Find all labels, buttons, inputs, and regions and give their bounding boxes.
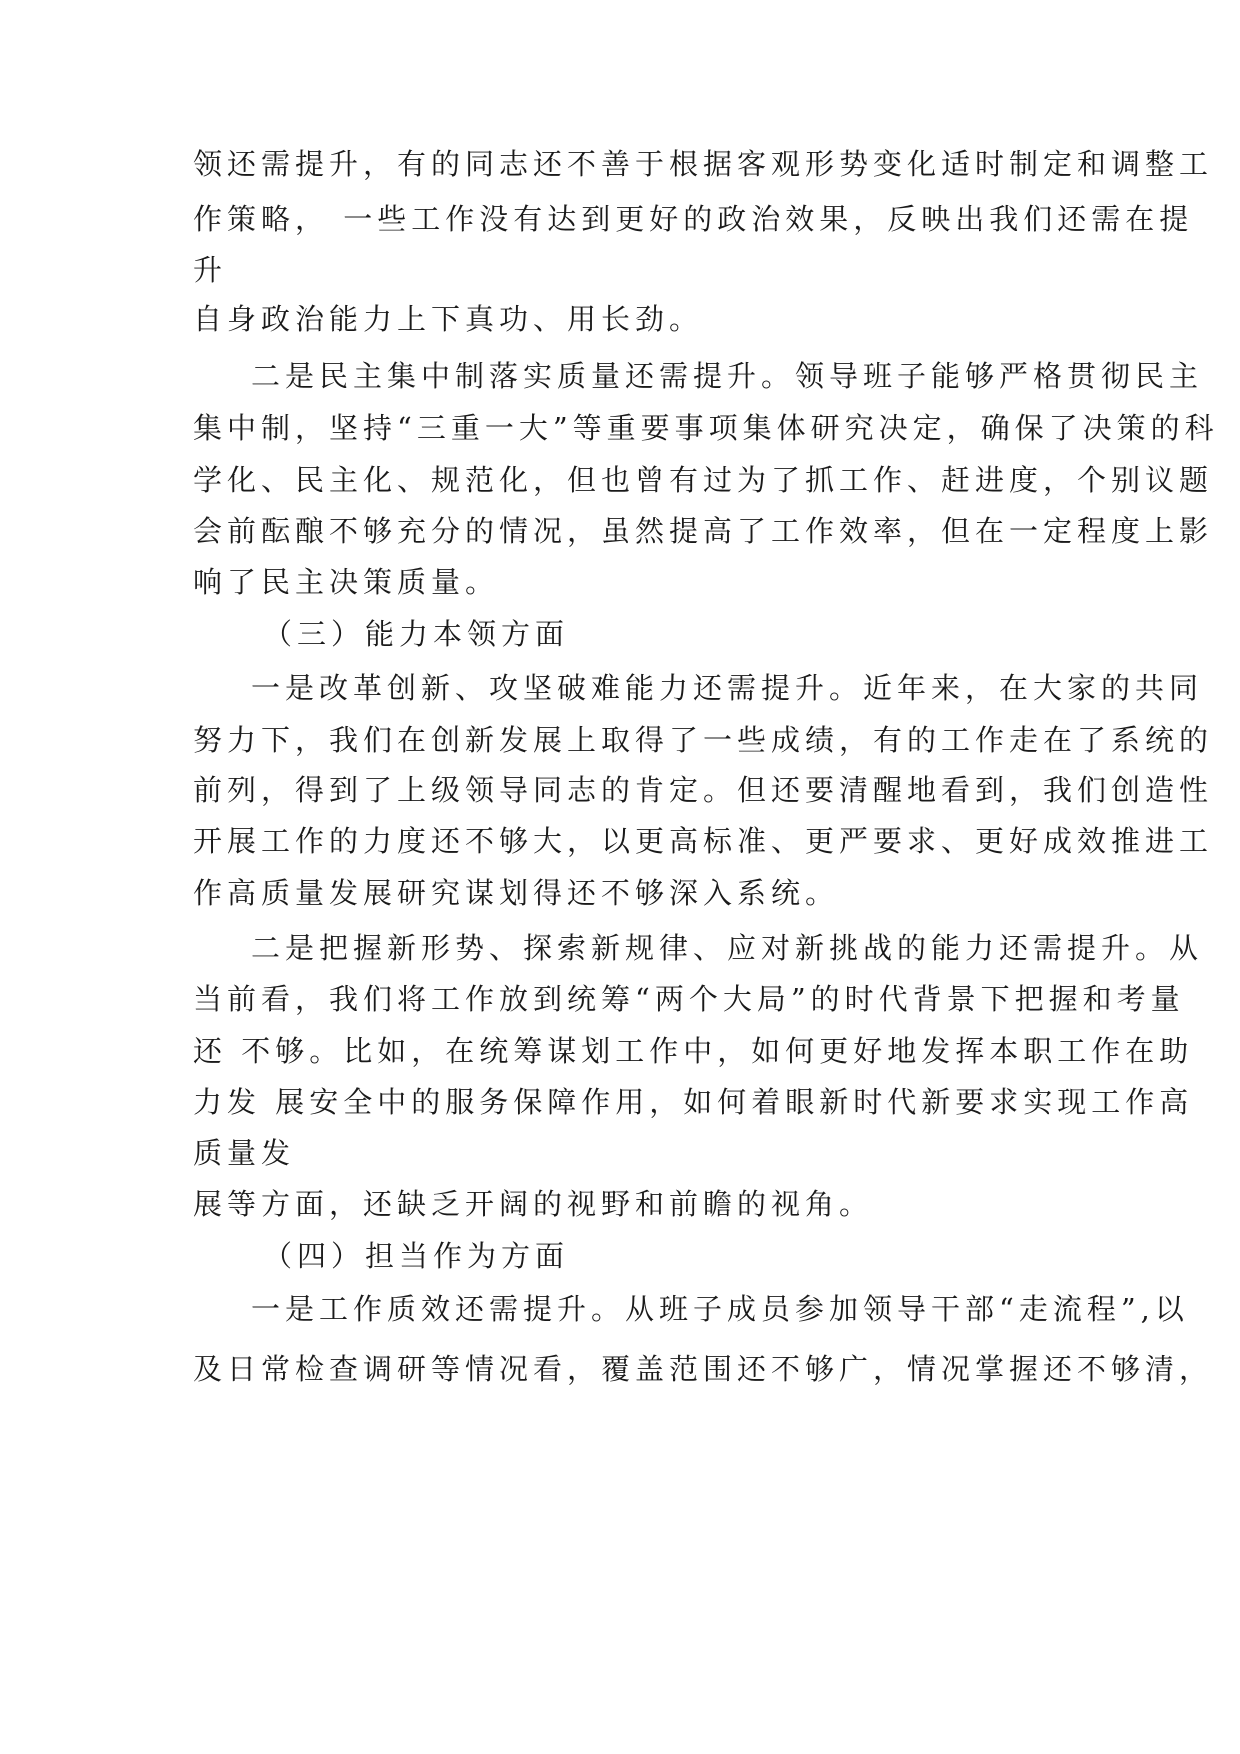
paragraph-start-line: 一是工作质效还需提升。从班子成员参加领导干部“走流程”,以 [251,1292,1189,1326]
text-line: 当前看，我们将工作放到统筹“两个大局”的时代背景下把握和考量 [193,982,1185,1016]
text-line: 努力下，我们在创新发展上取得了一些成绩，有的工作走在了系统的 [193,723,1214,757]
text-line: 响了民主决策质量。 [193,565,500,599]
text-line: 自身政治能力上下真功、用长劲。 [193,302,704,336]
text-line: 前列，得到了上级领导同志的肯定。但还要清醒地看到，我们创造性 [193,773,1214,807]
text-line: 开展工作的力度还不够大，以更高标准、更严要求、更好成效推进工 [193,824,1214,858]
text-line: 会前酝酿不够充分的情况，虽然提高了工作效率，但在一定程度上影 [193,514,1214,548]
text-line: 集中制，坚持“三重一大”等重要事项集体研究决定，确保了决策的科 [193,411,1219,445]
text-line: 作高质量发展研究谋划得还不够深入系统。 [193,876,840,910]
text-line: 领还需提升，有的同志还不善于根据客观形势变化适时制定和调整工 [193,147,1214,181]
text-line: 升 [193,253,228,287]
text-line: 质量发 [193,1136,296,1170]
text-line: 及日常检查调研等情况看，覆盖范围还不够广，情况掌握还不够清， [193,1352,1214,1386]
text-line: 力发 展安全中的服务保障作用，如何着眼新时代新要求实现工作高 [193,1085,1194,1119]
section-heading: （三）能力本领方面 [263,617,570,651]
text-line: 学化、民主化、规范化，但也曾有过为了抓工作、赶进度，个别议题 [193,463,1214,497]
text-line: 展等方面，还缺乏开阔的视野和前瞻的视角。 [193,1187,874,1221]
paragraph-start-line: 二是民主集中制落实质量还需提升。领导班子能够严格贯彻民主 [251,359,1204,393]
text-line: 还 不够。比如，在统筹谋划工作中，如何更好地发挥本职工作在助 [193,1034,1194,1068]
paragraph-start-line: 一是改革创新、攻坚破难能力还需提升。近年来，在大家的共同 [251,671,1204,705]
section-heading: （四）担当作为方面 [263,1239,570,1273]
paragraph-start-line: 二是把握新形势、探索新规律、应对新挑战的能力还需提升。从 [251,931,1204,965]
text-line: 作策略， 一些工作没有达到更好的政治效果，反映出我们还需在提 [193,202,1194,236]
